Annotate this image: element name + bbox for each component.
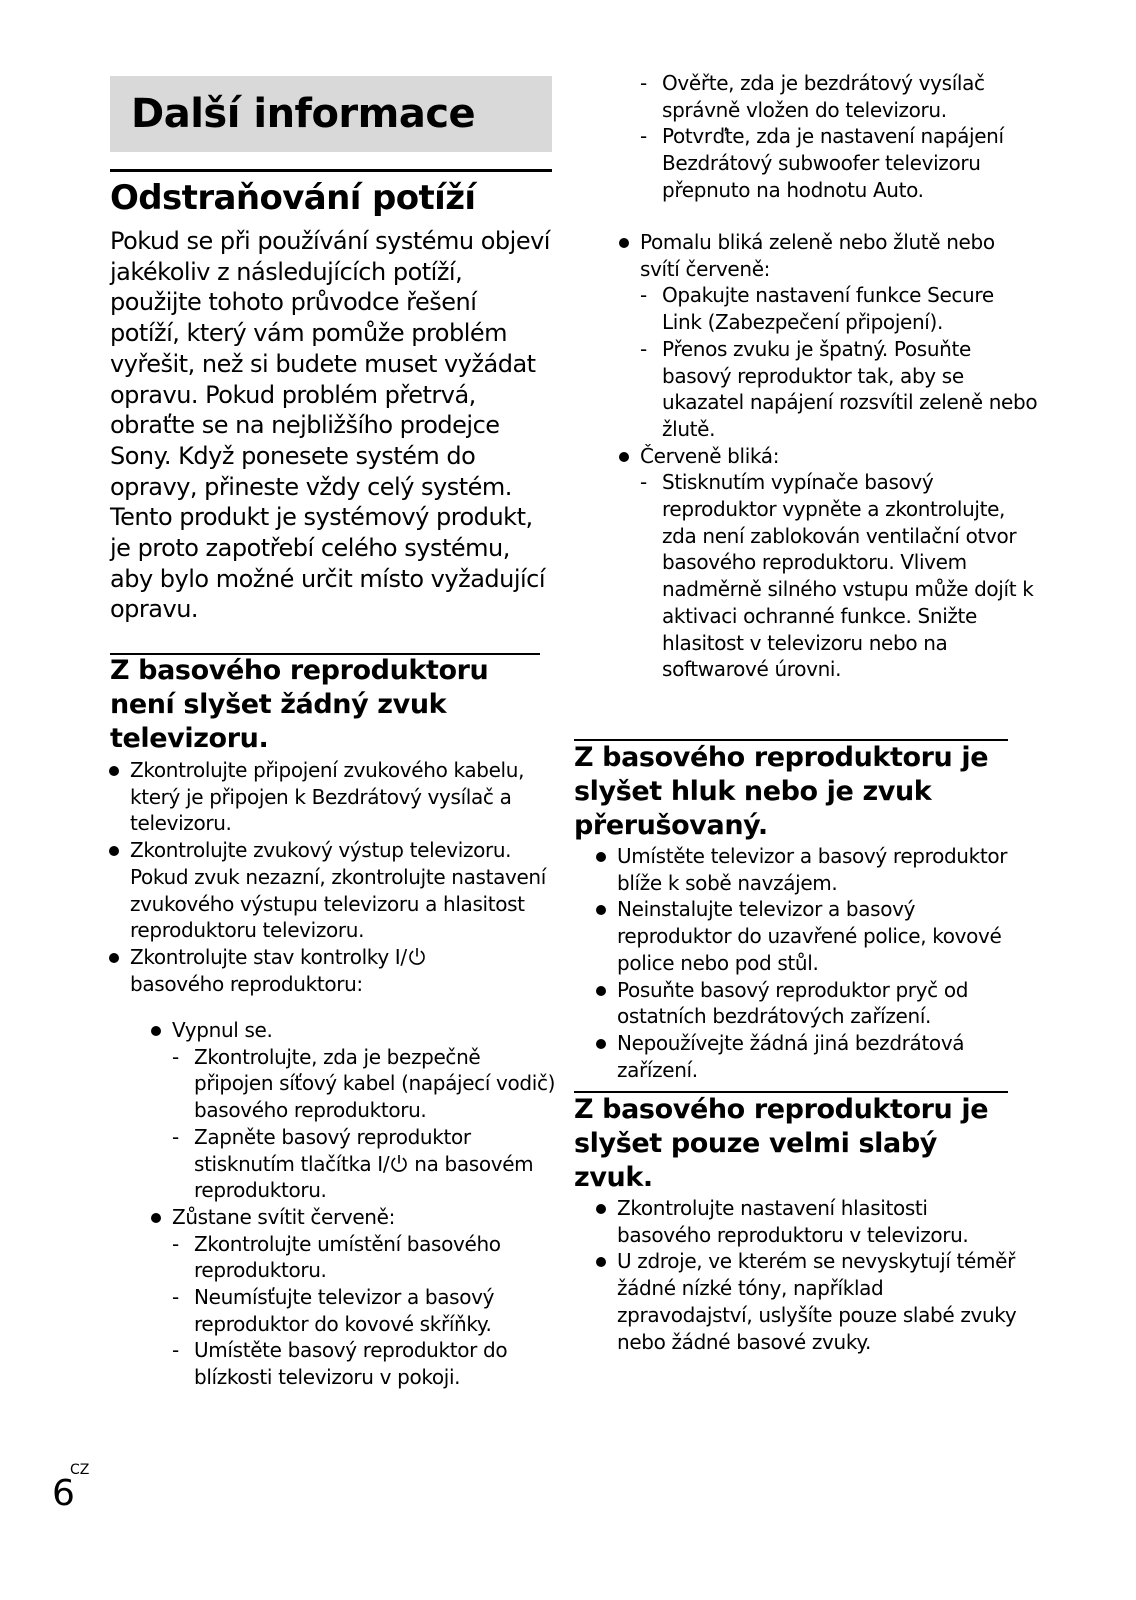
state-red-blink-label: Červeně bliká: <box>618 443 1038 470</box>
list-item <box>172 1124 560 1204</box>
list-item <box>87 944 553 997</box>
state-list-off <box>150 1017 560 1391</box>
power-icon <box>390 1154 408 1174</box>
state-list-blink <box>618 229 1038 683</box>
weak-sound-list <box>574 1195 1024 1355</box>
power-icon <box>408 947 426 967</box>
list-item: Zkontrolujte zvukový výstup televizoru. Pokud zvuk nezazní, zkontrolujte nastavení zvukového výstupu televizoru a hlasitost reproduktoru televizoru. <box>87 837 553 944</box>
subsection-title-no-sound: Z basového reproduktoru není slyšet žádný zvuk televizoru. <box>110 655 489 754</box>
title-rule <box>110 169 552 172</box>
list-item: Zkontrolujte připojení zvukového kabelu, který je připojen k Bezdrátový vysílač a televizoru. <box>87 757 553 837</box>
state-off-label: Vypnul se. <box>150 1017 560 1044</box>
state-blink-label: Pomalu bliká zeleně nebo žlutě nebo svítí červeně: <box>618 229 1038 282</box>
list-item: Zkontrolujte nastavení hlasitosti basového reproduktoru v televizoru. <box>574 1195 1024 1248</box>
list-item: - Ověřte, zda je bezdrátový vysílač správně vložen do televizoru. <box>640 70 1038 123</box>
indicator-check-tail: basového reproduktoru: <box>130 971 363 996</box>
list-item: - Zkontrolujte umístění basového reproduktoru. <box>172 1231 560 1284</box>
state-red-label: Zůstane svítit červeně: <box>150 1204 560 1231</box>
list-item: Neinstalujte televizor a basový reproduktor do uzavřené police, kovové police nebo pod stůl. <box>574 896 1024 976</box>
page-title: Odstraňování potíží <box>110 178 476 218</box>
list-item: Nepoužívejte žádná jiná bezdrátová zařízení. <box>574 1030 1024 1083</box>
no-sound-list <box>87 757 553 997</box>
list-item: - Stisknutím vypínače basový reproduktor vypněte a zkontrolujte, zda není zablokován ventilační otvor basového reproduktoru. Vlivem nadměrně silného vstupu může dojít k aktivaci ochranné funkce. Snižte hlasitost v televizoru nebo na softwarové úrovni. <box>640 469 1038 683</box>
intro-paragraph: Pokud se při používání systému objeví jakékoliv z následujících potíží, použijte tohoto průvodce řešení potíží, který vám pomůže problém vyřešit, než si budete muset vyžádat opravu. Pokud problém přetrvá, obraťte se na nejbližšího prodejce Sony. Když ponesete systém do opravy, přineste vždy celý systém. Tento produkt je systémový produkt, je proto zapotřebí celého systému, aby bylo možné určit místo vyžadující opravu. <box>110 227 550 624</box>
list-item: - Neumísťujte televizor a basový reproduktor do kovové skříňky. <box>172 1284 560 1337</box>
list-item: - Umístěte basový reproduktor do blízkosti televizoru v pokoji. <box>172 1337 560 1390</box>
list-item: U zdroje, ve kterém se nevyskytují téměř žádné nízké tóny, například zpravodajství, uslyšíte pouze slabé zvuky nebo žádné basové zvuky. <box>574 1248 1024 1355</box>
list-item: - Opakujte nastavení funkce Secure Link (Zabezpečení připojení). <box>640 282 1038 335</box>
page-number: 6 <box>52 1473 75 1514</box>
list-item: Posuňte basový reproduktor pryč od ostatních bezdrátových zařízení. <box>574 977 1024 1030</box>
subsection-title-weak-sound: Z basového reproduktoru je slyšet pouze velmi slabý zvuk. <box>574 1094 989 1193</box>
list-item: - Přenos zvuku je špatný. Posuňte basový reproduktor tak, aby se ukazatel napájení rozsvítil zeleně nebo žlutě. <box>640 336 1038 443</box>
continued-list <box>618 70 1038 204</box>
power-on-text: Zapněte basový reproduktor stisknutím tlačítka I/ <box>194 1124 471 1176</box>
noise-list <box>574 843 1024 1083</box>
list-item: Umístěte televizor a basový reproduktor blíže k sobě navzájem. <box>574 843 1024 896</box>
list-item: - Potvrďte, zda je nastavení napájení Bezdrátový subwoofer televizoru přepnuto na hodnotu Auto. <box>640 123 1038 203</box>
power-on-tail: na basovém reproduktoru. <box>194 1151 534 1203</box>
language-code: CZ <box>70 1462 90 1478</box>
subsection-title-noise: Z basového reproduktoru je slyšet hluk nebo je zvuk přerušovaný. <box>574 742 989 841</box>
section-title: Další informace <box>110 76 552 152</box>
indicator-check-text: Zkontrolujte stav kontrolky I/ <box>130 944 407 969</box>
list-item: - Zkontrolujte, zda je bezpečně připojen síťový kabel (napájecí vodič) basového reproduktoru. <box>172 1044 560 1124</box>
